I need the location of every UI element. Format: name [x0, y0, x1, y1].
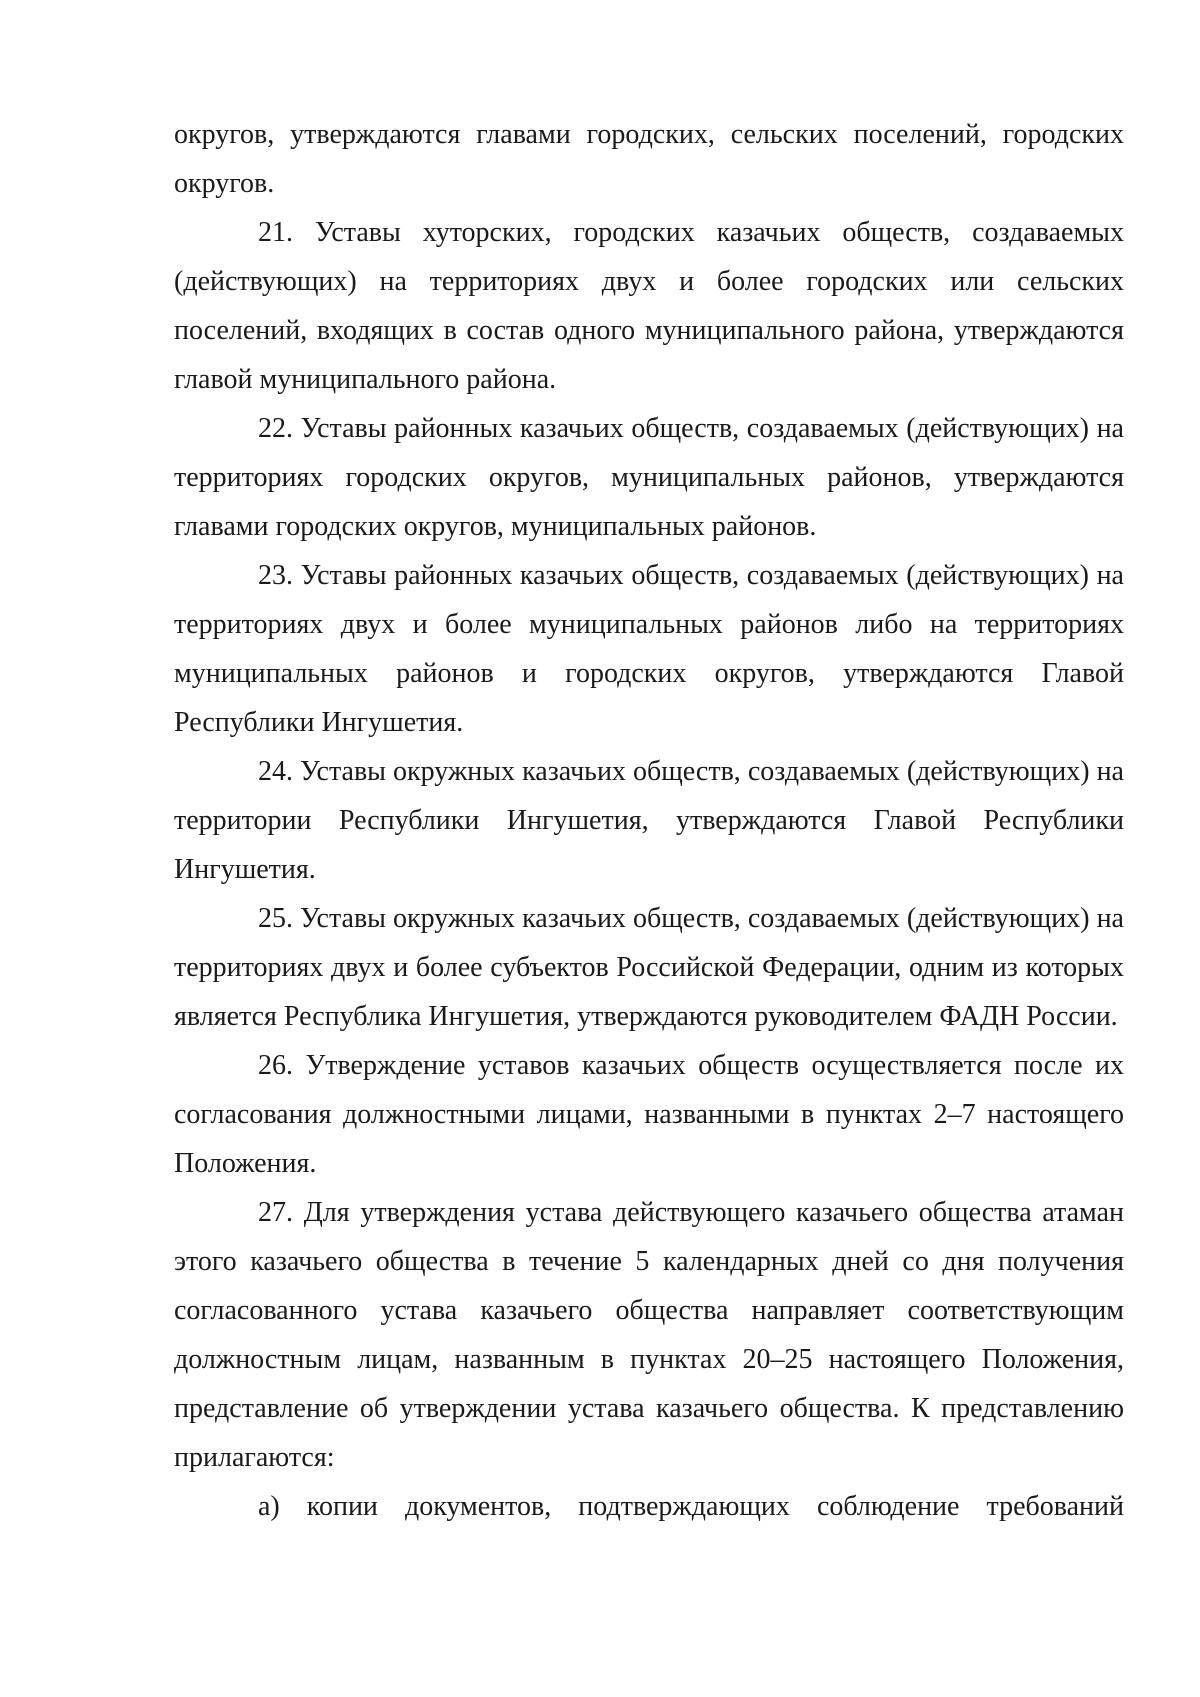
paragraph-27-subitem-a: а) копии документов, подтверждающих соблюдение требований: [258, 1491, 1124, 1522]
paragraph-24: 24. Уставы окружных казачьих обществ, создаваемых (действующих) на территории Республики Ингушетия, утверждаются Главой Республики Ингушетия.: [174, 756, 1124, 885]
paragraph-21: 21. Уставы хуторских, городских казачьих обществ, создаваемых (действующих) на территориях двух и более городских или сельских поселений, входящих в состав одного муниципального района, утверждаются главой муниципального района.: [174, 217, 1124, 395]
document-body: [174, 110, 1124, 1531]
paragraph-23: 23. Уставы районных казачьих обществ, создаваемых (действующих) на территориях двух и более муниципальных районов либо на территориях муниципальных районов и городских округов, утверждаются Главой Республики Ингушетия.: [174, 560, 1124, 738]
paragraph-26: 26. Утверждение уставов казачьих обществ осуществляется после их согласования должностными лицами, названными в пунктах 2–7 настоящего Положения.: [174, 1050, 1124, 1179]
paragraph-22: 22. Уставы районных казачьих обществ, создаваемых (действующих) на территориях городских округов, муниципальных районов, утверждаются главами городских округов, муниципальных районов.: [174, 413, 1124, 542]
paragraph-27: 27. Для утверждения устава действующего казачьего общества атаман этого казачьего общества в течение 5 календарных дней со дня получения согласованного устава казачьего общества направляет соответствующим должностным лицам, названным в пунктах 20–25 настоящего Положения, представление об утверждении устава казачьего общества. К представлению прилагаются:: [174, 1197, 1124, 1473]
paragraph-25: 25. Уставы окружных казачьих обществ, создаваемых (действующих) на территориях двух и более субъектов Российской Федерации, одним из которых является Республика Ингушетия, утверждаются руководителем ФАДН России.: [174, 903, 1124, 1032]
paragraph-continuation-okrugov: округов, утверждаются главами городских, сельских поселений, городских округов.: [174, 119, 1124, 199]
